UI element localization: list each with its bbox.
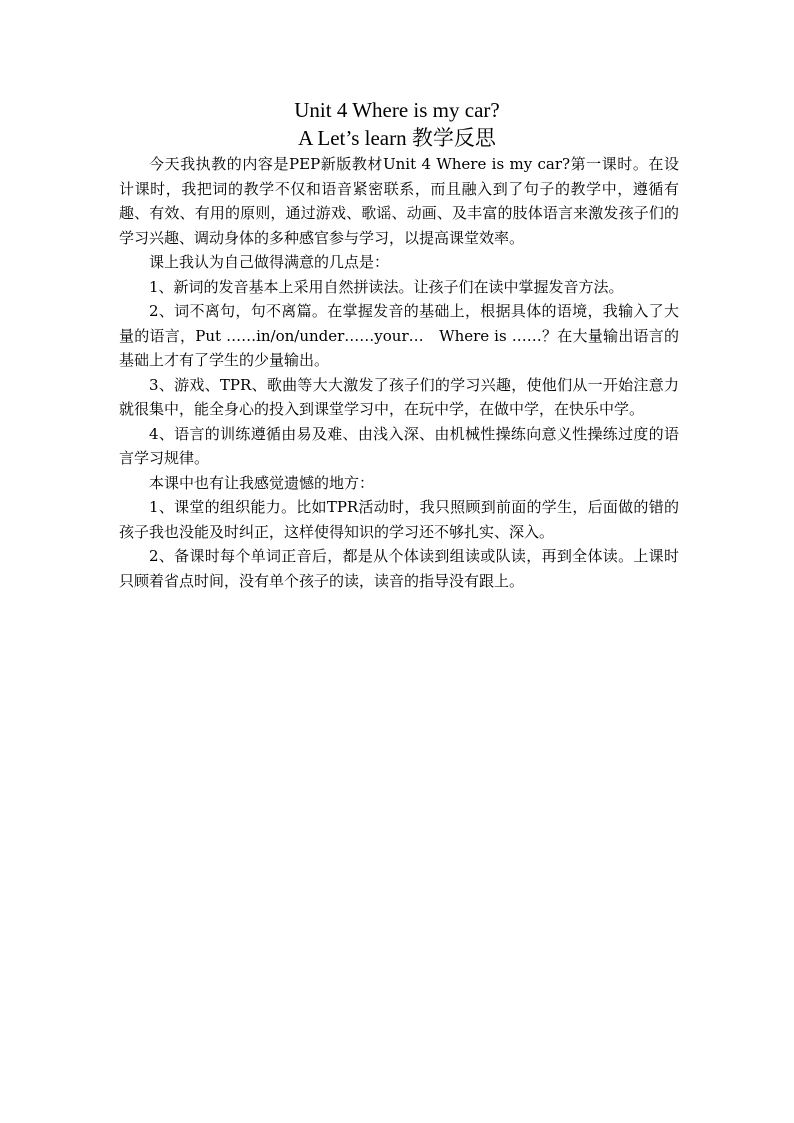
paragraph-satisfied-heading: 课上我认为自己做得满意的几点是：: [149, 253, 390, 271]
body-text: [119, 152, 679, 593]
paragraph-regret-heading: 本课中也有让我感觉遗憾的地方：: [149, 473, 375, 492]
paragraph-point-4: 4、语言的训练遵循由易及难、由浅入深、由机械性操练向意义性操练过度的语言学习规律。: [119, 424, 679, 467]
title-line-2: A Let’s learn 教学反思: [298, 126, 496, 150]
paragraph-point-1: 1、新词的发音基本上采用自然拼读法。让孩子们在读中掌握发音方法。: [149, 277, 624, 296]
paragraph-regret-1: 1、课堂的组织能力。比如TPR活动时，我只照顾到前面的学生，后面做的错的孩子我也没能及时纠正，这样使得知识的学习还不够扎实、深入。: [119, 498, 679, 541]
paragraph-intro: 今天我执教的内容是PEP新版教材Unit 4 Where is my car?第一课时。在设计课时，我把词的教学不仅和语音紧密联系，而且融入到了句子的教学中，遵循有趣、有效、有用的原则，通过游戏、歌谣、动画、及丰富的肢体语言来激发孩子们的学习兴趣、调动身体的多种感官参与学习，以提高课堂效率。: [119, 155, 679, 247]
paragraph-point-2: 2、词不离句，句不离篇。在掌握发音的基础上，根据具体的语境，我输入了大量的语言，Put ……in/on/under……your… Where is ……？在大量输出语言的基础上才有了学生的少量输出。: [119, 302, 679, 369]
title-block: [0, 96, 794, 152]
paragraph-point-3: 3、游戏、TPR、歌曲等大大激发了孩子们的学习兴趣，使他们从一开始注意力就很集中，能全身心的投入到课堂学习中，在玩中学，在做中学，在快乐中学。: [119, 375, 679, 418]
title-line-1: Unit 4 Where is my car?: [294, 98, 500, 122]
paragraph-regret-2: 2、备课时每个单词正音后，都是从个体读到组读或队读，再到全体读。上课时只顾着省点时间，没有单个孩子的读，读音的指导没有跟上。: [119, 547, 679, 590]
